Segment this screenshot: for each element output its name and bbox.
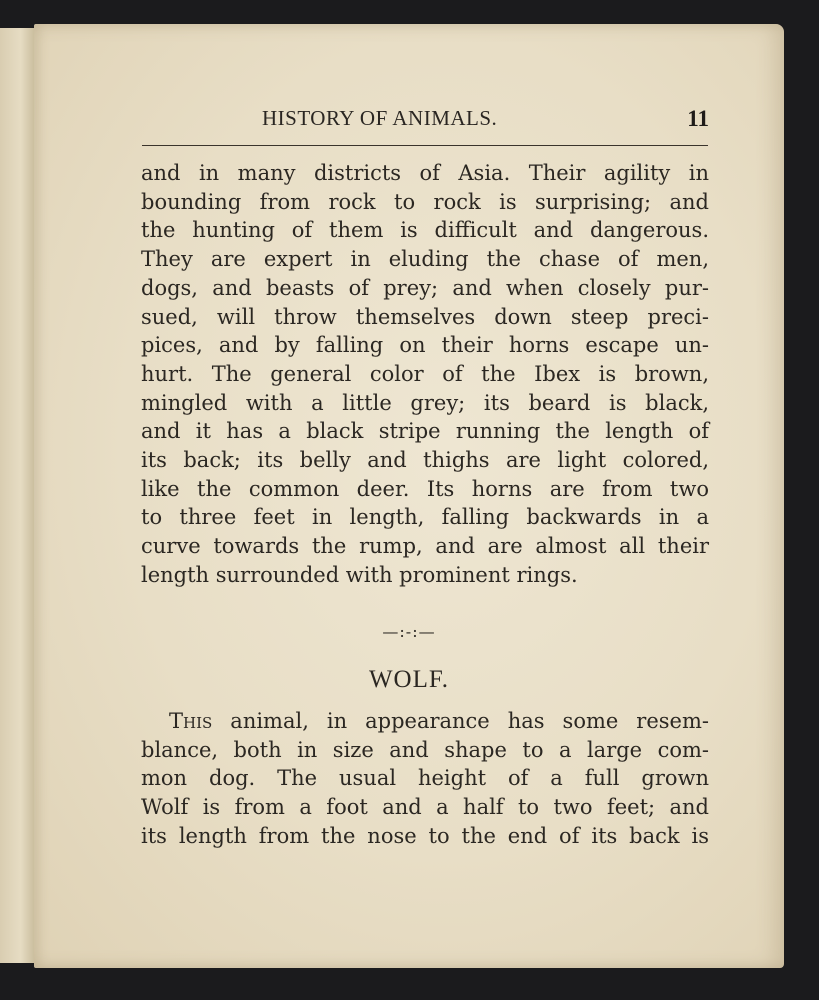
text-line: blance, both in size and shape to a large com- — [141, 737, 709, 762]
lead-word: This — [169, 709, 213, 733]
text-line: length surrounded with prominent rings. — [141, 562, 578, 587]
text-line: its length from the nose to the end of its back is — [141, 823, 709, 848]
wolf-paragraph — [141, 707, 709, 851]
text-line: to three feet in length, falling backwards in a — [141, 505, 709, 530]
text-line: mingled with a little grey; its beard is black, — [141, 390, 709, 415]
text-line: pices, and by falling on their horns escape un- — [141, 333, 709, 358]
section-divider: —:-:— — [382, 622, 436, 641]
text-line — [141, 707, 709, 736]
text-line: and it has a black stripe running the length of — [141, 419, 709, 444]
text-line: curve towards the rump, and are almost all their — [141, 534, 709, 559]
text-line: its back; its belly and thighs are light colored, — [141, 448, 709, 473]
text-line: mon dog. The usual height of a full grown — [141, 766, 709, 791]
text-line: dogs, and beasts of prey; and when closely pur- — [141, 275, 709, 300]
text-line: hurt. The general color of the Ibex is brown, — [141, 361, 709, 386]
text-line: sued, will throw themselves down steep preci- — [141, 304, 709, 329]
left-page-edge — [0, 28, 35, 963]
lead-line-rest: animal, in appearance has some resem- — [212, 709, 709, 733]
running-head — [134, 106, 709, 136]
page-number: 11 — [687, 106, 709, 131]
text-line: the hunting of them is difficult and dangerous. — [141, 218, 709, 243]
text-line: Wolf is from a foot and a half to two feet; and — [141, 795, 709, 820]
continued-paragraph — [141, 159, 709, 590]
book-page — [34, 24, 784, 968]
text-line: bounding from rock to rock is surprising; and — [141, 189, 709, 214]
text-line: They are expert in eluding the chase of men, — [141, 247, 709, 272]
text-line: and in many districts of Asia. Their agility in — [141, 161, 709, 185]
section-heading: WOLF. — [368, 666, 450, 693]
header-rule — [142, 145, 708, 146]
running-head-title: HISTORY OF ANIMALS. — [262, 106, 498, 130]
text-line: like the common deer. Its horns are from two — [141, 476, 709, 501]
